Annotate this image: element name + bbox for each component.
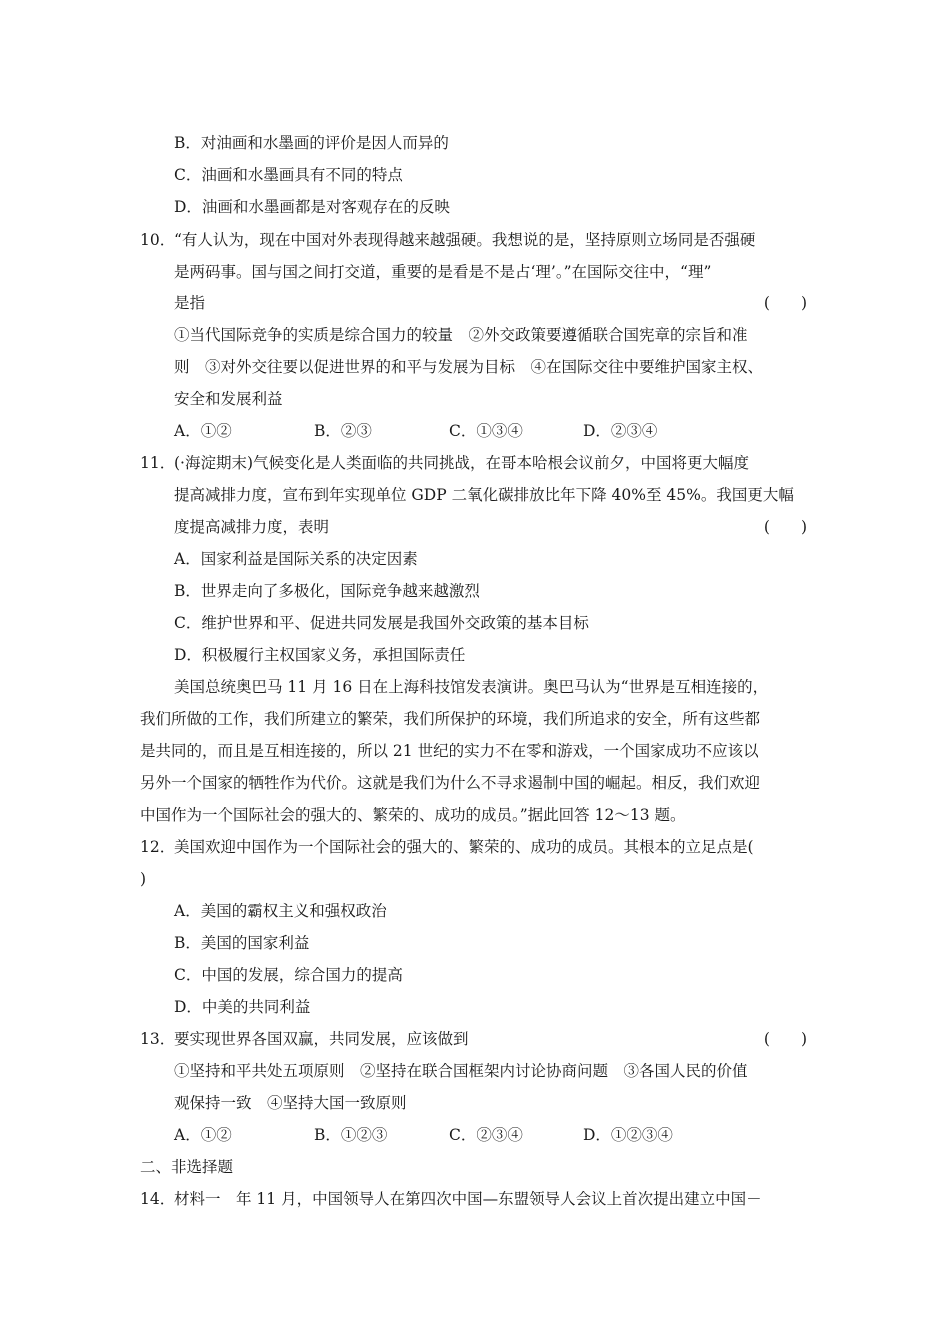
q12-option-b: B．美国的国家利益 (174, 934, 310, 952)
passage-line1: 美国总统奥巴马 11 月 16 日在上海科技馆发表演讲。奥巴马认为“世界是互相连接的， (174, 678, 769, 696)
section-heading: 二、非选择题 (140, 1158, 234, 1176)
passage-line5: 中国作为一个国际社会的强大的、繁荣的、成功的成员。”据此回答 12～13 题。 (140, 806, 686, 824)
q9-option-b: B．对油画和水墨画的评价是因人而异的 (174, 134, 449, 152)
q13-option-b: B．①②③ (314, 1126, 388, 1144)
q13-answer-paren: ( ) (763, 1030, 807, 1048)
q10-answer-paren: ( ) (763, 294, 807, 312)
q12-stem-line2: ) (140, 870, 147, 888)
q14-number: 14． (140, 1190, 176, 1208)
q10-option-c: C．①③④ (449, 422, 523, 440)
q13-item-line1: ①坚持和平共处五项原则 ②坚持在联合国框架内讨论协商问题 ③各国人民的价值 (174, 1062, 748, 1080)
passage-line4: 另外一个国家的牺牲作为代价。这就是我们为什么不寻求遏制中国的崛起。相反，我们欢迎 (140, 774, 761, 792)
q12-number: 12． (140, 838, 176, 856)
q11-answer-paren: ( ) (763, 518, 807, 536)
q11-stem-line1: (·海淀期末)气候变化是人类面临的共同挑战，在哥本哈根会议前夕，中国将更大幅度 (174, 454, 750, 472)
q10-option-b: B．②③ (314, 422, 372, 440)
q14-material-line1: 材料一 年 11 月，中国领导人在第四次中国—东盟领导人会议上首次提出建立中国－ (174, 1190, 762, 1208)
q10-stem-line1: “有人认为，现在中国对外表现得越来越强硬。我想说的是，坚持原则立场同是否强硬 (174, 231, 756, 249)
q10-item-line2: 则 ③对外交往要以促进世界的和平与发展为目标 ④在国际交往中要维护国家主权、 (174, 358, 764, 376)
q10-number: 10． (140, 231, 176, 249)
q9-option-d: D．油画和水墨画都是对客观存在的反映 (174, 198, 450, 216)
q10-option-d: D．②③④ (583, 422, 658, 440)
q12-option-a: A．美国的霸权主义和强权政治 (174, 902, 387, 920)
q11-option-d: D．积极履行主权国家义务，承担国际责任 (174, 646, 466, 664)
q13-stem: 要实现世界各国双赢，共同发展，应该做到 (174, 1030, 469, 1048)
q11-stem-line2: 提高减排力度，宣布到年实现单位 GDP 二氧化碳排放比年下降 40%至 45%。我国更大幅 (174, 486, 794, 504)
q12-option-c: C．中国的发展，综合国力的提高 (174, 966, 403, 984)
q10-stem-line2: 是两码事。国与国之间打交道，重要的是看是不是占‘理’。”在国际交往中，“理” (174, 263, 712, 281)
q11-option-a: A．国家利益是国际关系的决定因素 (174, 550, 418, 568)
q9-option-c: C．油画和水墨画具有不同的特点 (174, 166, 403, 184)
q13-option-a: A．①② (174, 1126, 232, 1144)
q13-option-c: C．②③④ (449, 1126, 523, 1144)
q10-option-a: A．①② (174, 422, 232, 440)
q11-stem-line3: 度提高减排力度，表明 (174, 518, 330, 536)
passage-line2: 我们所做的工作，我们所建立的繁荣，我们所保护的环境，我们所追求的安全，所有这些都 (140, 710, 761, 728)
q13-number: 13． (140, 1030, 176, 1048)
passage-line3: 是共同的，而且是互相连接的，所以 21 世纪的实力不在零和游戏，一个国家成功不应该以 (140, 742, 759, 760)
q12-stem-line1: 美国欢迎中国作为一个国际社会的强大的、繁荣的、成功的成员。其根本的立足点是( (174, 838, 754, 856)
q10-item-line1: ①当代国际竞争的实质是综合国力的较量 ②外交政策要遵循联合国宪章的宗旨和准 (174, 326, 748, 344)
q12-option-d: D．中美的共同利益 (174, 998, 311, 1016)
q10-stem-line3: 是指 (174, 294, 206, 312)
q11-number: 11． (140, 454, 176, 472)
q10-item-line3: 安全和发展利益 (174, 390, 283, 408)
q13-item-line2: 观保持一致 ④坚持大国一致原则 (174, 1094, 407, 1112)
q13-option-d: D．①②③④ (583, 1126, 673, 1144)
q11-option-b: B．世界走向了多极化，国际竞争越来越激烈 (174, 582, 480, 600)
q11-option-c: C．维护世界和平、促进共同发展是我国外交政策的基本目标 (174, 614, 589, 632)
